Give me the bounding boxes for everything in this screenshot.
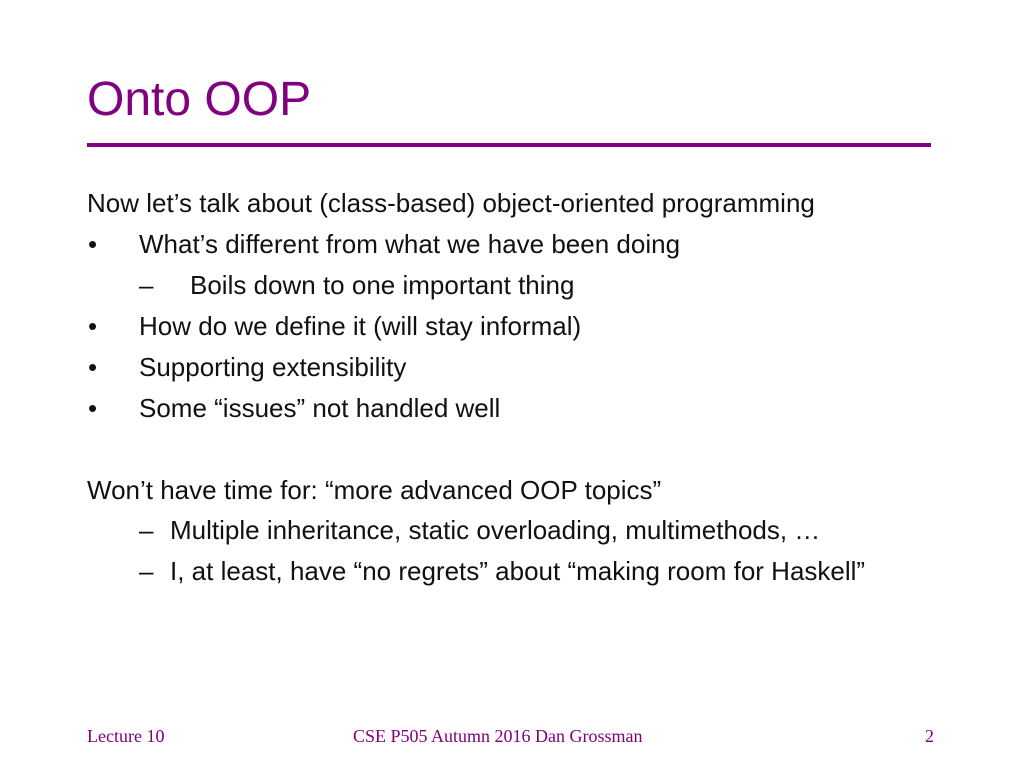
footer-page-number: 2: [925, 726, 934, 746]
title-divider: [87, 143, 931, 147]
bullet-glyph: •: [88, 311, 98, 341]
sub-item: Multiple inheritance, static overloading, multimethods, …: [170, 515, 821, 545]
bullet-glyph: •: [88, 393, 98, 423]
intro-text: Now let’s talk about (class-based) object-oriented programming: [87, 188, 815, 218]
slide-title: Onto OOP: [87, 73, 312, 126]
dash-glyph: –: [139, 556, 154, 586]
bullet-item: Supporting extensibility: [139, 352, 407, 382]
second-intro-text: Won’t have time for: “more advanced OOP topics”: [87, 475, 662, 505]
dash-glyph: –: [139, 515, 154, 545]
bullet-glyph: •: [88, 229, 98, 259]
sub-bullet-item: Boils down to one important thing: [190, 270, 575, 300]
sub-item: I, at least, have “no regrets” about “making room for Haskell”: [170, 556, 866, 586]
footer-lecture: Lecture 10: [87, 726, 165, 746]
bullet-item: Some “issues” not handled well: [139, 393, 501, 423]
bullet-item: What’s different from what we have been doing: [139, 229, 681, 259]
dash-glyph: –: [139, 270, 154, 300]
bullet-glyph: •: [88, 352, 98, 382]
footer-course: CSE P505 Autumn 2016 Dan Grossman: [353, 726, 643, 746]
bullet-item: How do we define it (will stay informal): [139, 311, 582, 341]
